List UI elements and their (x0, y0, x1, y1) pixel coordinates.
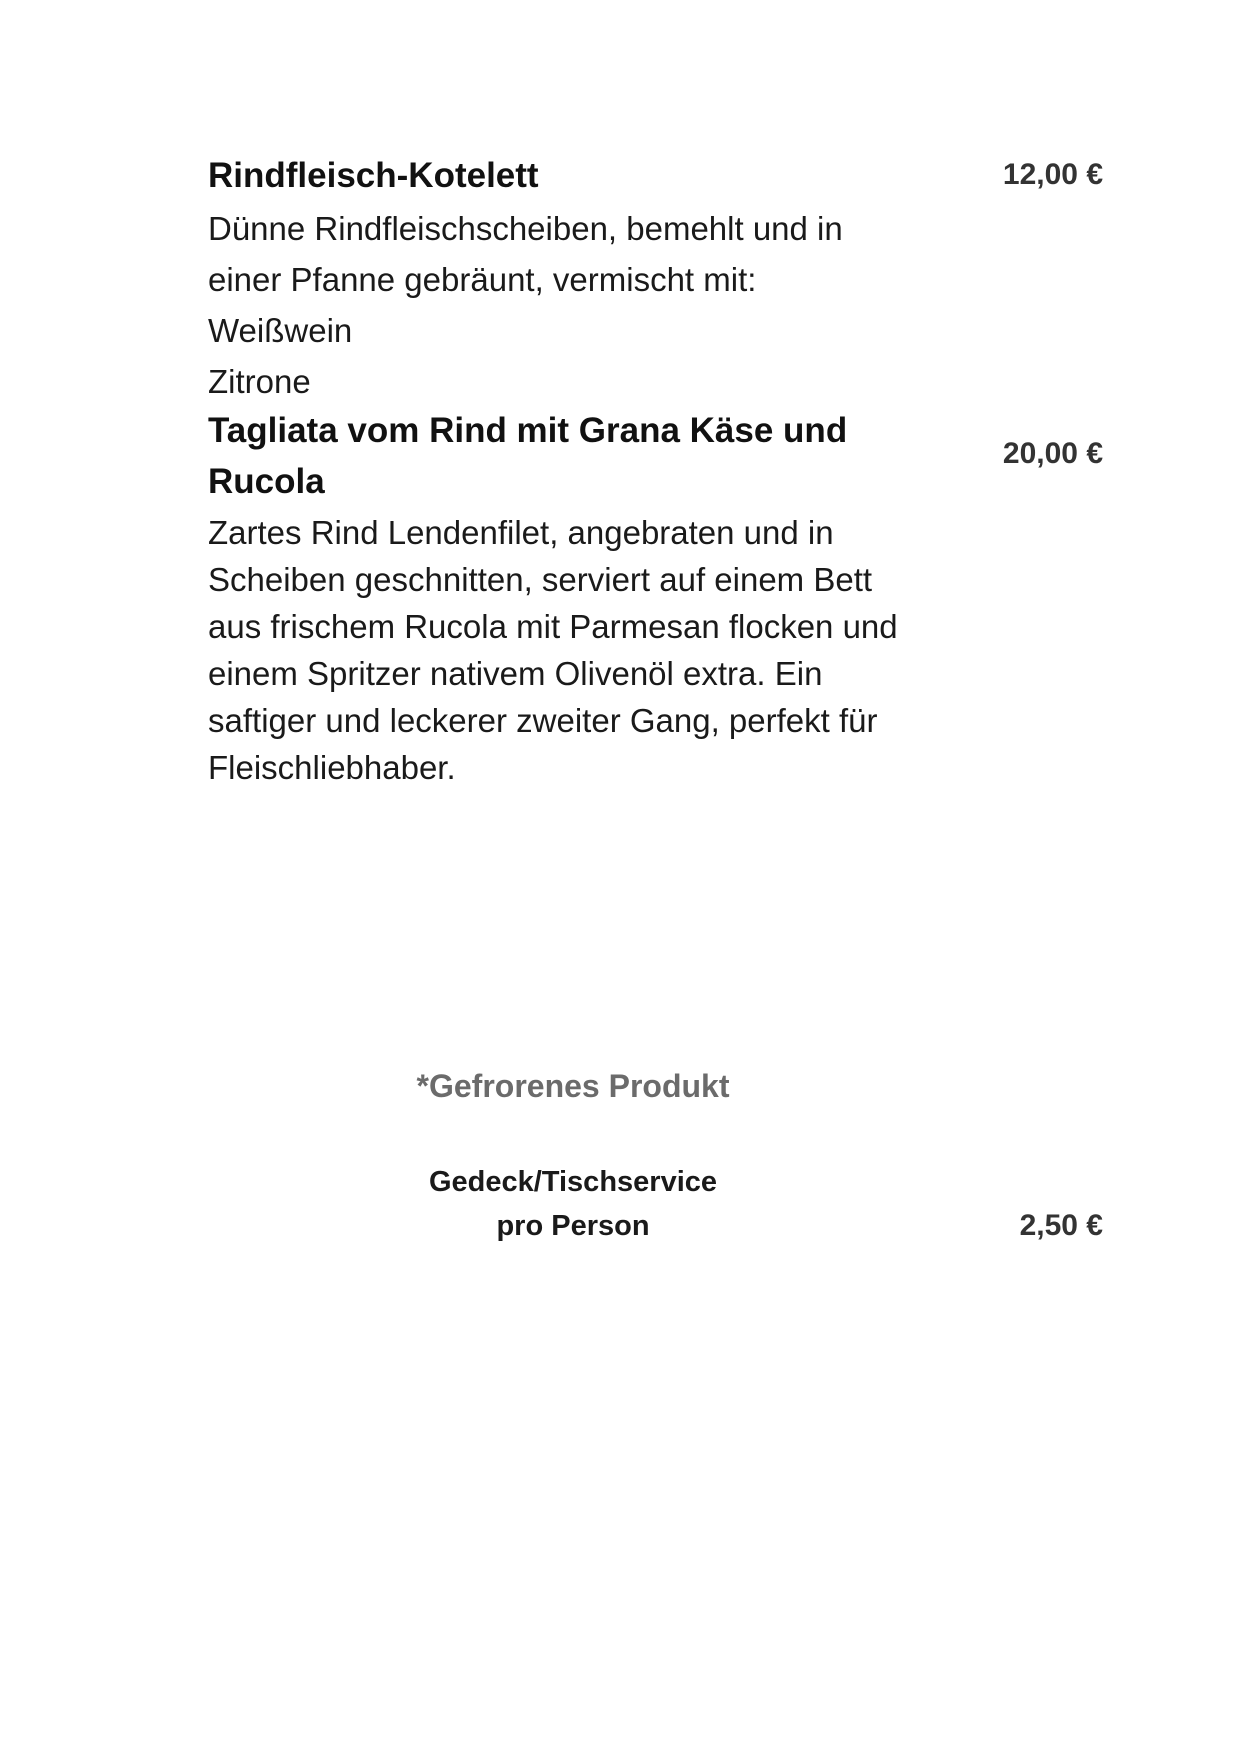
item-description-line: einem Spritzer nativem Olivenöl extra. Ein (208, 655, 823, 692)
item-title-tagliata-line-1: Tagliata vom Rind mit Grana Käse und (208, 411, 848, 450)
item-description-line: einer Pfanne gebräunt, vermischt mit: (208, 261, 757, 298)
service-charge-price: 2,50 € (1019, 1209, 1103, 1242)
item-description-line: aus frischem Rucola mit Parmesan flocken und (208, 608, 898, 645)
item-price-tagliata: 20,00 € (1002, 437, 1103, 470)
item-description-line: Scheiben geschnitten, serviert auf einem Bett (208, 561, 873, 598)
service-charge-label-line-1: Gedeck/Tischservice (428, 1166, 718, 1198)
frozen-product-note: *Gefrorenes Produkt (416, 1068, 730, 1104)
item-description-line: Dünne Rindfleischscheiben, bemehlt und in (208, 210, 843, 247)
item-price-rindfleisch-kotelett: 12,00 € (1002, 158, 1103, 191)
item-description-line: Weißwein (208, 312, 353, 349)
item-description-line: Zartes Rind Lendenfilet, angebraten und in (208, 514, 834, 551)
item-title-tagliata-line-2: Rucola (208, 462, 325, 501)
item-description-line: saftiger und leckerer zweiter Gang, perfekt für (208, 702, 878, 739)
service-charge-label-line-2: pro Person (496, 1210, 650, 1242)
item-description-line: Zitrone (208, 363, 311, 400)
item-title-rindfleisch-kotelett: Rindfleisch-Kotelett (208, 156, 539, 195)
item-description-line: Fleischliebhaber. (208, 749, 456, 786)
